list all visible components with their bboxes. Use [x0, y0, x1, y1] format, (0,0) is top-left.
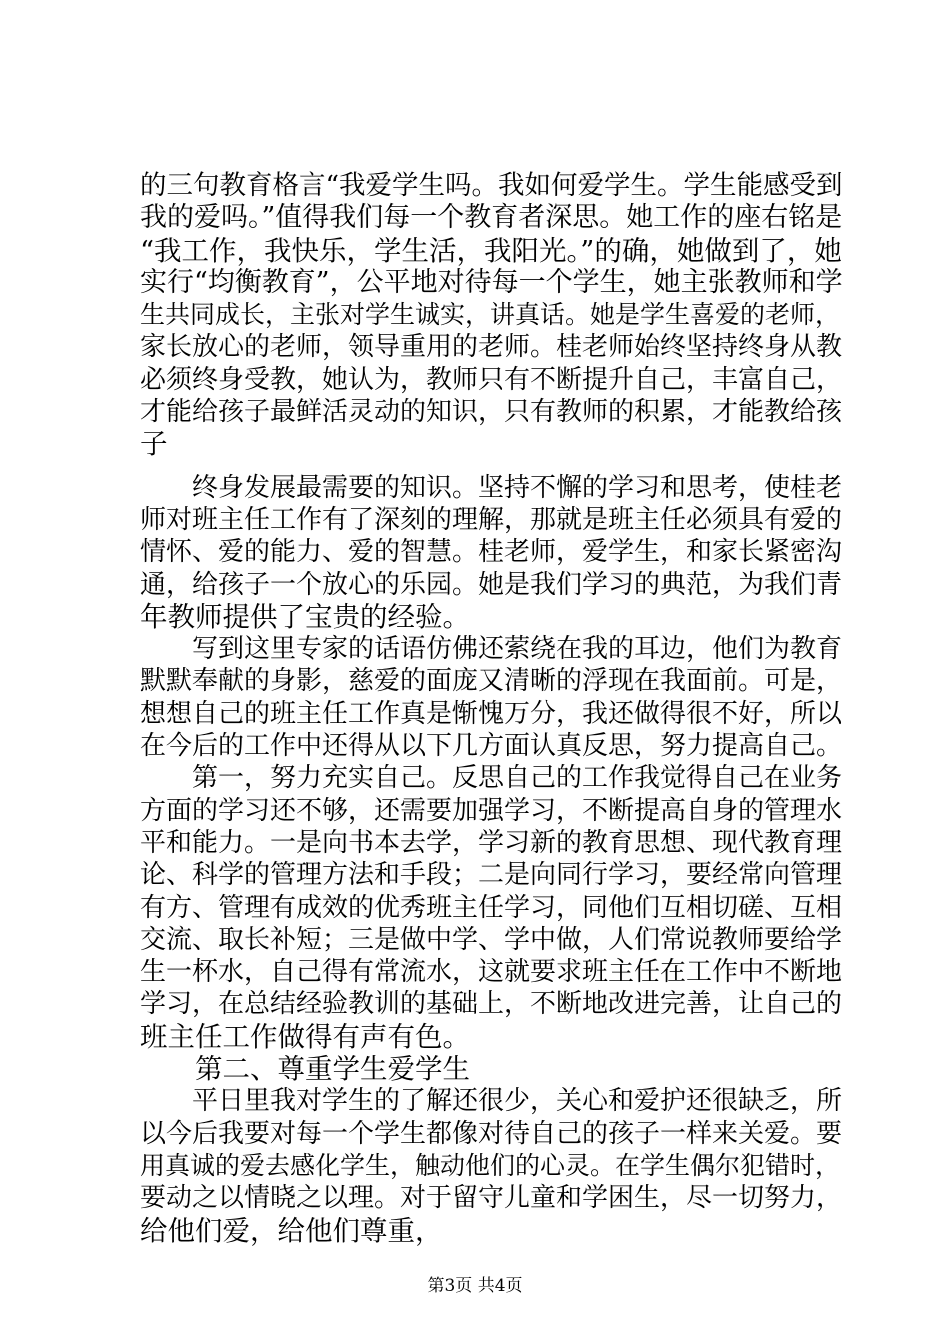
- text-line: 交流、取长补短；三是做中学、学中做，人们常说教师要给学: [140, 924, 843, 955]
- text-line: 子: [140, 428, 168, 461]
- text-line: 才能给孩子最鲜活灵动的知识，只有教师的积累，才能教给孩: [140, 397, 843, 428]
- text-line: 生共同成长，主张对学生诚实，讲真话。她是学生喜爱的老师，: [140, 300, 841, 330]
- text-line: 第一，努力充实自己。反思自己的工作我觉得自己在业务: [140, 763, 843, 794]
- text-line: 第二、尊重学生爱学生: [140, 1053, 470, 1086]
- text-line: 用真诚的爱去感化学生，触动他们的心灵。在学生偶尔犯错时，: [140, 1150, 841, 1180]
- text-line: 家长放心的老师，领导重用的老师。桂老师始终坚持终身从教: [140, 332, 843, 363]
- text-line: 平日里我对学生的了解还很少，关心和爱护还很缺乏，所: [140, 1086, 843, 1117]
- page-number-footer: 第3页 共4页: [427, 1276, 523, 1296]
- text-line: 学习，在总结经验教训的基础上，不断地改进完善，让自己的: [140, 989, 843, 1020]
- text-line: 给他们爱，给他们尊重，: [140, 1214, 443, 1247]
- text-line: 默默奉献的身影，慈爱的面庞又清晰的浮现在我面前。可是，: [140, 666, 843, 697]
- text-line: 终身发展最需要的知识。坚持不懈的学习和思考，使桂老: [140, 472, 843, 503]
- text-line: 有方、管理有成效的优秀班主任学习，同他们互相切磋、互相: [140, 892, 843, 923]
- text-line: 想想自己的班主任工作真是惭愧万分，我还做得很不好，所以: [140, 698, 843, 729]
- text-line: 以今后我要对每一个学生都像对待自己的孩子一样来关爱。要: [140, 1118, 843, 1149]
- document-body: [140, 170, 843, 1247]
- text-line: 我的爱吗。”值得我们每一个教育者深思。她工作的座右铭是: [140, 202, 843, 234]
- text-line: 班主任工作做得有声有色。: [140, 1020, 470, 1053]
- text-line: 通，给孩子一个放心的乐园。她是我们学习的典范，为我们青: [140, 569, 843, 600]
- text-line: 师对班主任工作有了深刻的理解，那就是班主任必须具有爱的: [140, 504, 843, 535]
- text-line: 年教师提供了宝贵的经验。: [140, 600, 470, 633]
- text-line: 在今后的工作中还得从以下几方面认真反思，努力提高自己。: [140, 731, 843, 762]
- text-line: 平和能力。一是向书本去学，学习新的教育思想、现代教育理: [140, 827, 843, 858]
- text-line: 写到这里专家的话语仿佛还萦绕在我的耳边，他们为教育: [140, 634, 843, 665]
- text-line: 方面的学习还不够，还需要加强学习，不断提高自身的管理水: [140, 795, 843, 826]
- text-line: “我工作，我快乐，学生活，我阳光。”的确，她做到了，她: [140, 234, 842, 267]
- text-line: 的三句教育格言“我爱学生吗。我如何爱学生。学生能感受到: [140, 170, 843, 201]
- text-line: 论、科学的管理方法和手段；二是向同行学习，要经常向管理: [140, 860, 843, 891]
- text-line: 要动之以情晓之以理。对于留守儿童和学困生，尽一切努力，: [140, 1183, 843, 1214]
- text-line: 必须终身受教，她认为，教师只有不断提升自己，丰富自己，: [140, 364, 843, 395]
- text-line: 实行“均衡教育”，公平地对待每一个学生，她主张教师和学: [140, 266, 843, 298]
- text-line: 生一杯水，自己得有常流水，这就要求班主任在工作中不断地: [140, 957, 843, 988]
- text-line: 情怀、爱的能力、爱的智慧。桂老师，爱学生，和家长紧密沟: [140, 537, 843, 568]
